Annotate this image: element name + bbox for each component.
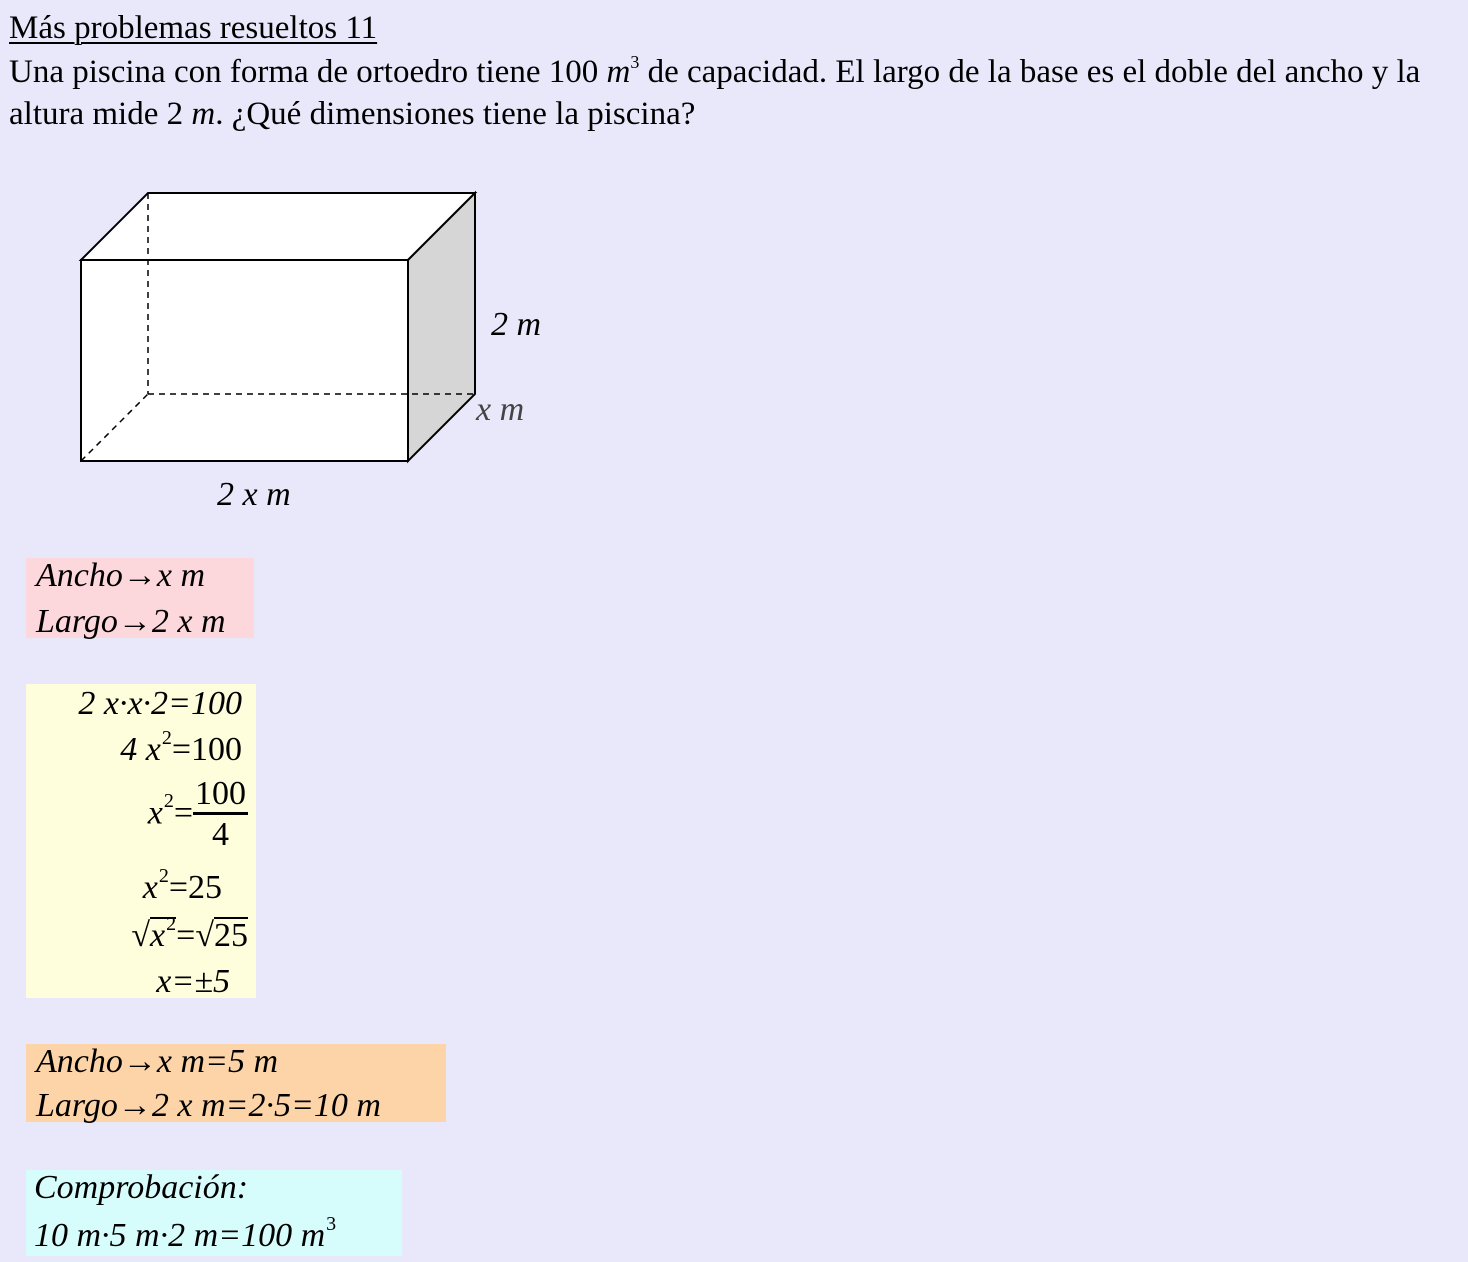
definition-largo: Largo→2 x m xyxy=(36,603,226,640)
page-title: Más problemas resueltos 11 xyxy=(9,10,378,46)
statement-unit: m xyxy=(606,54,631,90)
result-ancho: Ancho→x m=5 m xyxy=(36,1043,279,1080)
equation-2: 4 $x^2=100$ xyxy=(120,727,242,768)
statement-part3: . ¿Qué dimensiones tiene la piscina? xyxy=(215,96,696,132)
result-largo: Largo→2 x m=2·5=10 m xyxy=(36,1087,381,1124)
check-expression: 10 m·5 m·2 m=100 $m^3$ xyxy=(34,1213,337,1254)
statement-unit-2: m xyxy=(191,96,216,132)
equation-6: x=±5 xyxy=(156,963,230,1000)
equation-4: $x^2=25$ xyxy=(142,865,222,906)
definition-ancho: Ancho→x m xyxy=(36,557,206,594)
statement-exponent: 3 xyxy=(630,52,640,72)
fraction: $\frac{100}{4}$ xyxy=(195,775,246,853)
results-box xyxy=(26,1044,446,1122)
check-label: Comprobación: xyxy=(34,1169,249,1206)
cuboid-top-face xyxy=(81,193,475,260)
height-label: 2 m xyxy=(491,306,542,343)
equation-1: 2 x·x·2=100 xyxy=(78,685,242,722)
statement-part1: Una piscina con forma de ortoedro tiene 100 xyxy=(9,54,607,90)
equation-3: $x^2=$ $\frac{100}{4}$ xyxy=(147,775,246,853)
equation-5: $√x^2=√25$ xyxy=(131,916,248,957)
depth-label: x m xyxy=(476,391,525,428)
cuboid-front-face xyxy=(81,260,408,461)
statement-part2: de capacidad. El largo de la base es el doble del ancho y la altura mide 2 xyxy=(9,54,1421,132)
equations-box xyxy=(26,684,256,998)
cuboid-figure xyxy=(0,0,700,530)
check-box xyxy=(26,1170,402,1256)
length-label: 2 x m xyxy=(217,476,291,513)
definitions-box xyxy=(26,558,254,638)
